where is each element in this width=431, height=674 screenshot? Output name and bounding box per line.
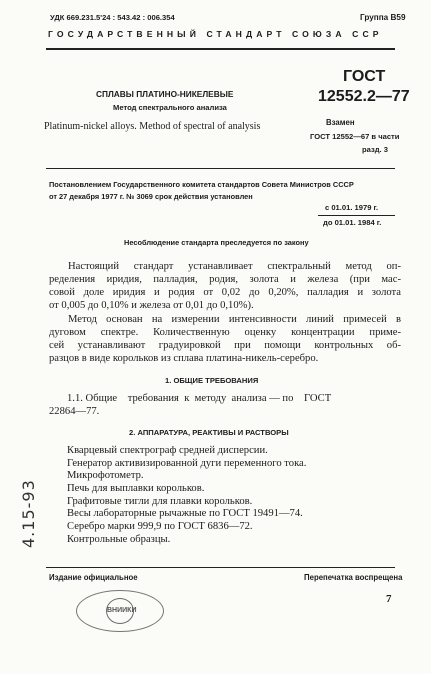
intro-paragraph-2 bbox=[49, 314, 401, 366]
section-1-text-line1: 1.1. Общие требования к методу анализа — по ГОСТ bbox=[67, 393, 332, 404]
handwritten-note: 4.15-93 bbox=[19, 479, 38, 548]
equipment-list bbox=[67, 445, 306, 547]
decree-line1: Постановлением Государственного комитета стандартов Совета Министров СССР bbox=[49, 180, 354, 189]
standard-banner: ГОСУДАРСТВЕННЫЙ СТАНДАРТ СОЮЗА ССР bbox=[48, 29, 383, 39]
replaces-label: Взамен bbox=[326, 118, 355, 127]
date-underline bbox=[318, 215, 395, 216]
replaces-line1: ГОСТ 12552—67 в части bbox=[310, 132, 400, 141]
subtitle-ru: Метод спектрального анализа bbox=[113, 103, 227, 112]
legal-warning: Несоблюдение стандарта преследуется по закону bbox=[124, 238, 309, 247]
text-line: разцов в виде корольков из сплава платина-никель-серебро. bbox=[49, 352, 319, 364]
text-line: от 0,005 до 0,10% и железа от 0,01 до 0,10%). bbox=[49, 299, 254, 311]
library-stamp bbox=[76, 590, 164, 632]
text-line: дуговом спектре. Количественную оценку концентрации приме- bbox=[49, 326, 401, 338]
official-edition: Издание официальное bbox=[49, 573, 138, 582]
udc-code: УДК 669.231.5'24 : 543.42 : 006.354 bbox=[50, 13, 175, 22]
text-line: Метод основан на измерении интенсивности линий примесей в bbox=[68, 314, 401, 325]
list-item: Контрольные образцы. bbox=[67, 533, 171, 545]
list-item: Печь для выплавки корольков. bbox=[67, 483, 205, 495]
header-rule bbox=[46, 48, 395, 50]
title-ru: СПЛАВЫ ПЛАТИНО-НИКЕЛЕВЫЕ bbox=[96, 89, 234, 99]
replaces-line2: разд. 3 bbox=[362, 145, 388, 154]
section-1-text-line2: 22864—77. bbox=[49, 406, 100, 417]
decree-date-to: до 01.01. 1984 г. bbox=[323, 218, 382, 227]
gost-label: ГОСТ bbox=[343, 68, 386, 85]
decree-line2: от 27 декабря 1977 г. № 3069 срок действия установлен bbox=[49, 192, 253, 201]
list-item: Кварцевый спектрограф средней дисперсии. bbox=[67, 445, 268, 456]
list-item: Весы лабораторные рычажные по ГОСТ 19491—74. bbox=[67, 508, 303, 520]
reprint-prohibited: Перепечатка воспрещена bbox=[304, 573, 403, 582]
list-item: Серебро марки 999,9 по ГОСТ 6836—72. bbox=[67, 521, 253, 533]
page-number: 7 bbox=[386, 593, 392, 605]
text-line: совой доле иридия и родия от 0,02 до 0,20%, палладия и золота bbox=[49, 286, 401, 298]
text-line: ределения иридия, палладия, родия, золота и железа (при мас- bbox=[49, 273, 401, 285]
list-item: Графитовые тигли для плавки корольков. bbox=[67, 495, 253, 507]
footer-rule bbox=[46, 567, 395, 568]
list-item: Микрофотометр. bbox=[67, 470, 144, 482]
decree-date-from: с 01.01. 1979 г. bbox=[325, 203, 379, 212]
stamp-center: ВНИИКИ bbox=[106, 598, 134, 624]
gost-number: 12552.2—77 bbox=[318, 88, 410, 105]
section-2-heading: 2. АППАРАТУРА, РЕАКТИВЫ И РАСТВОРЫ bbox=[129, 428, 289, 437]
section-1-heading: 1. ОБЩИЕ ТРЕБОВАНИЯ bbox=[165, 376, 259, 385]
text-line: Настоящий стандарт устанавливает спектральный метод оп- bbox=[68, 261, 401, 272]
group-label: Группа В59 bbox=[360, 13, 406, 22]
title-en: Platinum-nickel alloys. Method of spectral of analysis bbox=[44, 121, 261, 132]
list-item: Генератор активизированной дуги переменного тока. bbox=[67, 457, 307, 469]
text-line: сей устанавливают градуировкой при помощи контрольных об- bbox=[49, 339, 401, 351]
intro-paragraph-1 bbox=[49, 261, 401, 313]
title-rule bbox=[46, 168, 395, 169]
